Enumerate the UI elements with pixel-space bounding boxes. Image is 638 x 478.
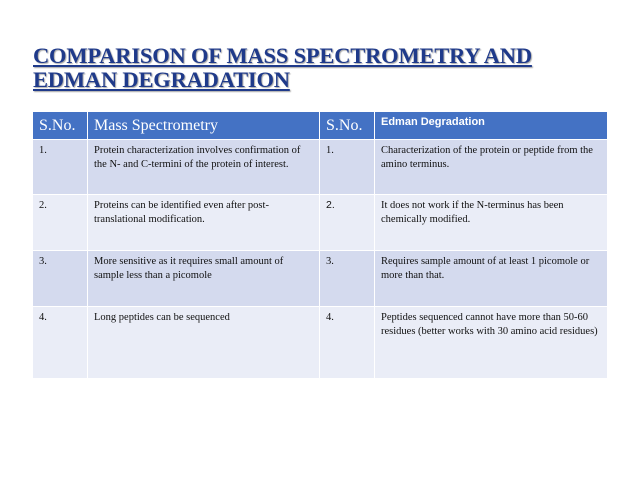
cell-ed-sno: 4. xyxy=(320,307,375,379)
header-sno-1: S.No. xyxy=(33,112,88,140)
cell-ms-text: Proteins can be identified even after post-translational modification. xyxy=(88,195,320,251)
cell-ms-sno: 3. xyxy=(33,251,88,307)
cell-ms-text: Protein characterization involves confirmation of the N- and C-termini of the protein of interest. xyxy=(88,140,320,195)
table-row xyxy=(33,307,608,379)
cell-ed-sno: 3. xyxy=(320,251,375,307)
table-row xyxy=(33,140,608,195)
table-header-row xyxy=(33,112,608,140)
cell-ed-text: Requires sample amount of at least 1 picomole or more than that. xyxy=(375,251,608,307)
cell-ms-text: More sensitive as it requires small amount of sample less than a picomole xyxy=(88,251,320,307)
slide-title: COMPARISON OF MASS SPECTROMETRY AND EDMAN DEGRADATION xyxy=(33,43,532,92)
cell-ms-sno: 2. xyxy=(33,195,88,251)
comparison-table xyxy=(32,111,608,379)
cell-ed-sno: 2. xyxy=(320,195,375,251)
cell-ms-sno: 1. xyxy=(33,140,88,195)
header-mass-spectrometry: Mass Spectrometry xyxy=(88,112,320,140)
cell-ms-text: Long peptides can be sequenced xyxy=(88,307,320,379)
cell-ed-text: Characterization of the protein or peptide from the amino terminus. xyxy=(375,140,608,195)
table-row xyxy=(33,195,608,251)
header-edman-degradation: Edman Degradation xyxy=(375,112,608,140)
table-row xyxy=(33,251,608,307)
cell-ed-text: It does not work if the N-terminus has been chemically modified. xyxy=(375,195,608,251)
cell-ed-text: Peptides sequenced cannot have more than 50-60 residues (better works with 30 amino acid residues) xyxy=(375,307,608,379)
header-sno-2: S.No. xyxy=(320,112,375,140)
cell-ms-sno: 4. xyxy=(33,307,88,379)
cell-ed-sno: 1. xyxy=(320,140,375,195)
